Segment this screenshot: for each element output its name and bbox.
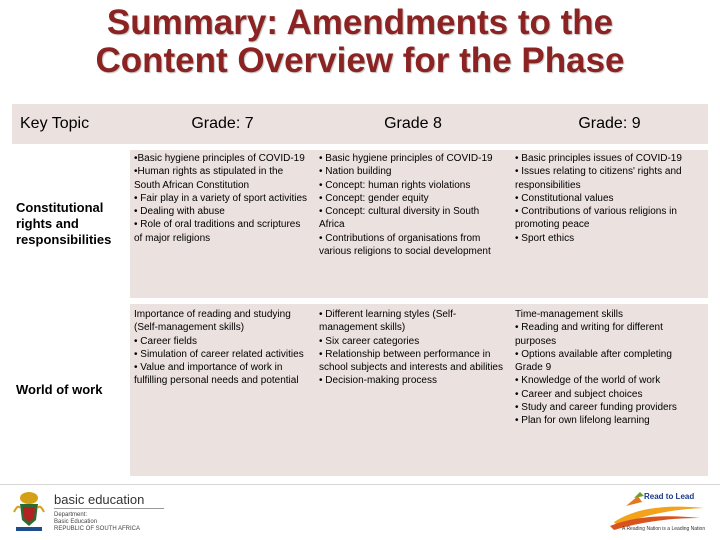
content-overview-table [12, 104, 708, 476]
brand-name: basic education [54, 492, 145, 507]
cell-text: • Basic hygiene principles of COVID-19 • Nation building • Concept: human rights violations • Concept: gender equity • Concept: cultural diversity in South Africa • Contributions of organisations from various religions to social development [319, 153, 493, 258]
cell-row1-grade7 [130, 150, 315, 298]
brand-sub-line: Basic Education [54, 519, 98, 525]
topic-world-of-work: World of work [16, 382, 103, 397]
cell-row1-grade8 [315, 150, 511, 298]
header-grade-9: Grade: 9 [511, 104, 708, 144]
read-to-lead-logo [604, 488, 716, 538]
cell-text: Time-management skills • Reading and writing for different purposes • Options available after completing Grade 9 • Knowledge of the world of work • Career and subject choices • Study and career funding providers • Plan for own lifelong learning [515, 309, 677, 427]
table-header-row [12, 104, 708, 144]
slide-title [0, 4, 720, 80]
cell-text: • Different learning styles (Self-management skills) • Six career categories • Relationship between performance in school subjects and interests and abilities • Decision-making process [319, 309, 503, 387]
slide-title-line-2: Content Overview for the Phase [95, 41, 625, 80]
header-grade-8: Grade 8 [315, 104, 511, 144]
table-row [12, 150, 708, 298]
table-row [12, 304, 708, 476]
cell-text: •Basic hygiene principles of COVID-19 •Human rights as stipulated in the South African Constitution • Fair play in a variety of sport activities • Dealing with abuse • Role of oral traditions and scriptures of major religions [134, 153, 308, 244]
topic-constitutional-rights: Constitutional rights and responsibilities [16, 200, 112, 247]
footer-divider [0, 484, 720, 485]
brand-sub-line: Department: [54, 512, 88, 518]
header-key-topic: Key Topic [12, 104, 130, 144]
read-to-lead-text: Read to Lead [644, 492, 695, 501]
brand-sub-line: REPUBLIC OF SOUTH AFRICA [54, 526, 141, 532]
slide-title-line-1: Summary: Amendments to the [106, 3, 614, 42]
cell-row2-grade8 [315, 304, 511, 476]
cell-row2-grade7 [130, 304, 315, 476]
cell-text: • Basic principles issues of COVID-19 • Issues relating to citizens' rights and responsibilities • Constitutional values • Contributions of various religions in promoting peace • Sport ethics [515, 153, 682, 244]
coat-of-arms-icon [12, 490, 46, 534]
read-to-lead-tagline: A Reading Nation is a Leading Nation [622, 526, 706, 532]
cell-row1-grade9 [511, 150, 708, 298]
basic-education-logo [8, 490, 308, 536]
cell-text: Importance of reading and studying (Self-management skills) • Career fields • Simulation of career related activities • Value and importance of work in fulfilling personal needs and potential [134, 309, 304, 387]
brand-divider [54, 508, 164, 509]
brand-subtitle [54, 512, 140, 533]
cell-row2-grade9 [511, 304, 708, 476]
header-grade-7: Grade: 7 [130, 104, 315, 144]
